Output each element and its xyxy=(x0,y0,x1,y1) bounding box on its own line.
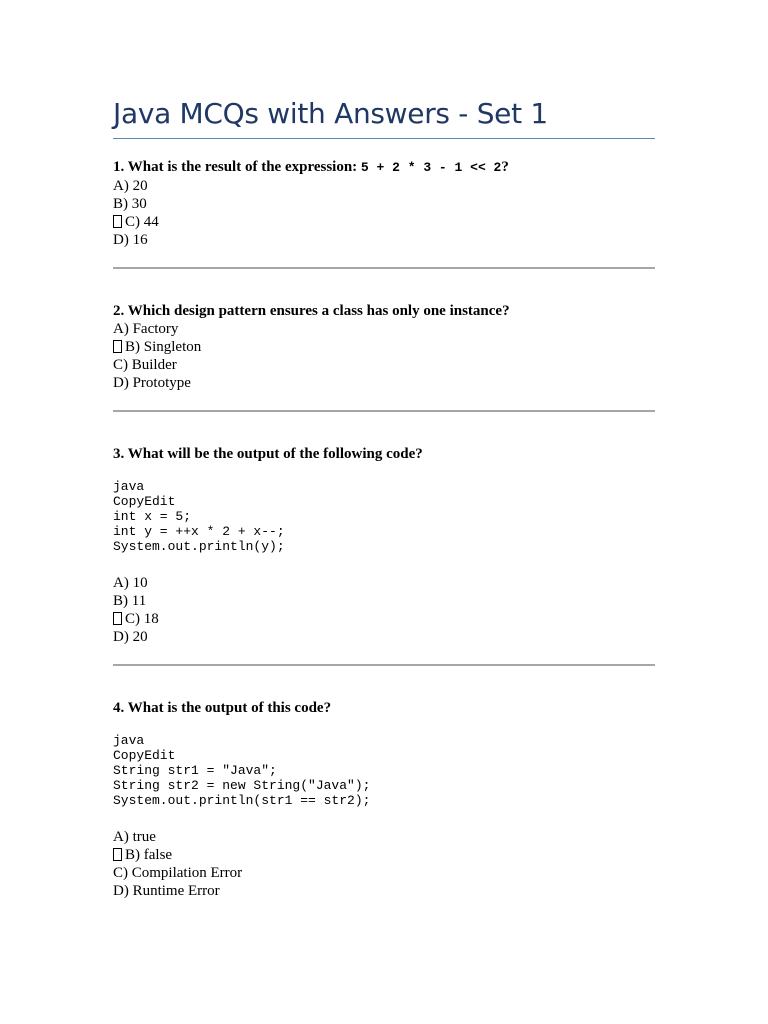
section-separator xyxy=(113,410,655,412)
check-box-icon xyxy=(113,215,122,228)
title-underline xyxy=(113,138,655,139)
option-label: B) 30 xyxy=(113,196,147,212)
option-label: A) 20 xyxy=(113,178,148,194)
question-suffix: ? xyxy=(501,159,509,175)
code-line: String str2 = new String("Java"); xyxy=(113,778,371,793)
question-text: 4. What is the output of this code? xyxy=(113,700,332,716)
question-text: 2. Which design pattern ensures a class has only one instance? xyxy=(113,303,510,319)
option-b xyxy=(113,592,655,610)
option-a xyxy=(113,828,655,846)
code-line: CopyEdit xyxy=(113,748,176,763)
section-separator xyxy=(113,664,655,666)
code-line: System.out.println(str1 == str2); xyxy=(113,793,371,808)
document-page xyxy=(113,96,655,900)
option-label: D) 20 xyxy=(113,629,148,645)
option-label: D) Runtime Error xyxy=(113,883,220,899)
option-c xyxy=(113,610,655,628)
option-label: A) Factory xyxy=(113,321,179,337)
question-prefix: 1. What is the result of the expression: xyxy=(113,159,361,175)
option-a xyxy=(113,320,655,338)
option-label: C) Builder xyxy=(113,357,177,373)
code-snippet xyxy=(113,733,655,808)
option-a xyxy=(113,574,655,592)
page-title: Java MCQs with Answers - Set 1 xyxy=(113,97,548,130)
check-box-icon xyxy=(113,612,122,625)
question-3 xyxy=(113,445,655,646)
section-separator xyxy=(113,267,655,269)
inline-code: 5 + 2 * 3 - 1 << 2 xyxy=(360,160,502,175)
option-c xyxy=(113,356,655,374)
code-snippet xyxy=(113,479,655,554)
option-c xyxy=(113,213,655,231)
question-text: 3. What will be the output of the following code? xyxy=(113,446,423,462)
code-line: int y = ++x * 2 + x--; xyxy=(113,524,285,539)
question-4 xyxy=(113,699,655,900)
option-label: D) Prototype xyxy=(113,375,191,391)
question-1 xyxy=(113,158,655,249)
option-b xyxy=(113,338,655,356)
option-b xyxy=(113,846,655,864)
option-d xyxy=(113,628,655,646)
question-2 xyxy=(113,302,655,392)
code-line: CopyEdit xyxy=(113,494,176,509)
option-label: A) 10 xyxy=(113,575,148,591)
option-d xyxy=(113,882,655,900)
option-d xyxy=(113,374,655,392)
option-c xyxy=(113,864,655,882)
check-box-icon xyxy=(113,340,122,353)
option-label: C) 44 xyxy=(125,214,159,230)
code-line: String str1 = "Java"; xyxy=(113,763,277,778)
code-line: java xyxy=(113,733,145,748)
option-a xyxy=(113,177,655,195)
option-label: A) true xyxy=(113,829,156,845)
option-label: D) 16 xyxy=(113,232,148,248)
option-d xyxy=(113,231,655,249)
option-label: B) false xyxy=(125,847,173,863)
option-label: B) 11 xyxy=(113,593,147,609)
check-box-icon xyxy=(113,848,122,861)
code-line: System.out.println(y); xyxy=(113,539,285,554)
code-line: java xyxy=(113,479,145,494)
option-label: C) 18 xyxy=(125,611,159,627)
option-label: B) Singleton xyxy=(125,339,202,355)
question-text xyxy=(113,158,655,177)
option-label: C) Compilation Error xyxy=(113,865,243,881)
option-b xyxy=(113,195,655,213)
code-line: int x = 5; xyxy=(113,509,192,524)
